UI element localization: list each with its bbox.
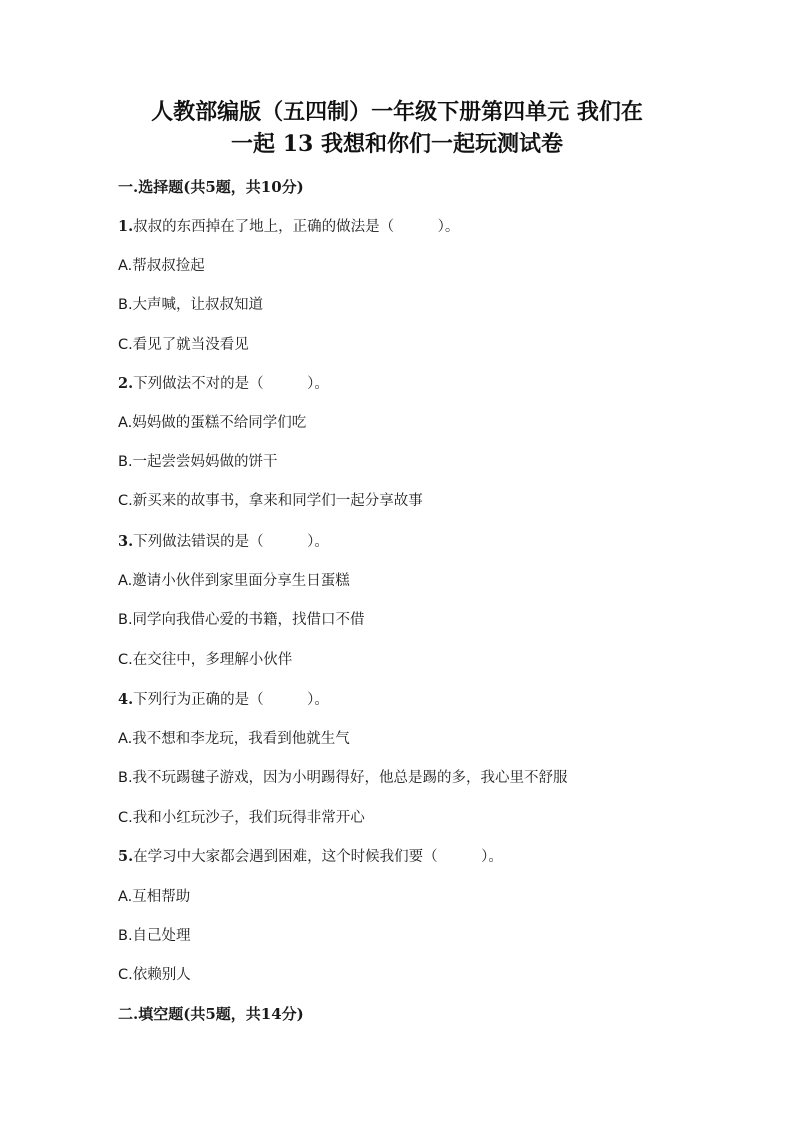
- question-1: [118, 217, 459, 237]
- question-3: [118, 532, 329, 552]
- question-number: 4.: [118, 691, 134, 708]
- question-stem: 下列做法错误的是（ ）。: [133, 534, 329, 550]
- question-stem: 叔叔的东西掉在了地上，正确的做法是（ ）。: [133, 219, 460, 235]
- question-number: 5.: [118, 848, 134, 865]
- section-heading-multiple-choice: 一.选择题(共5题，共10分): [118, 178, 304, 196]
- section-heading-fill-in-blank: 二.填空题(共5题，共14分): [118, 1005, 304, 1023]
- question-1-option-c: C.看见了就当没看见: [118, 337, 249, 353]
- question-number: 1.: [118, 218, 134, 235]
- question-3-option-c: C.在交往中，多理解小伙伴: [118, 652, 293, 668]
- question-5: [118, 847, 503, 867]
- question-1-option-b: B.大声喊，让叔叔知道: [118, 297, 264, 313]
- question-2: [118, 374, 329, 394]
- question-4-option-a: A.我不想和李龙玩，我看到他就生气: [118, 731, 350, 747]
- question-1-option-a: A.帮叔叔捡起: [118, 258, 205, 274]
- question-stem: 下列行为正确的是（ ）。: [133, 692, 329, 708]
- question-2-option-b: B.一起尝尝妈妈做的饼干: [118, 454, 278, 470]
- question-2-option-a: A.妈妈做的蛋糕不给同学们吃: [118, 415, 307, 431]
- question-stem: 在学习中大家都会遇到困难，这个时候我们要（ ）。: [133, 849, 503, 865]
- question-4: [118, 690, 329, 710]
- question-5-option-b: B.自己处理: [118, 928, 191, 944]
- page-title-line-2: 一起 13 我想和你们一起玩测试卷: [231, 131, 563, 157]
- page-title-line-1: 人教部编版（五四制）一年级下册第四单元 我们在: [151, 99, 643, 125]
- question-3-option-a: A.邀请小伙伴到家里面分享生日蛋糕: [118, 573, 350, 589]
- question-2-option-c: C.新买来的故事书，拿来和同学们一起分享故事: [118, 493, 423, 509]
- question-5-option-a: A.互相帮助: [118, 889, 191, 905]
- question-4-option-b: B.我不玩踢毽子游戏，因为小明踢得好，他总是踢的多，我心里不舒服: [118, 770, 568, 786]
- question-3-option-b: B.同学向我借心爱的书籍，找借口不借: [118, 612, 365, 628]
- question-5-option-c: C.依赖别人: [118, 967, 191, 983]
- question-number: 3.: [118, 533, 134, 550]
- question-4-option-c: C.我和小红玩沙子，我们玩得非常开心: [118, 810, 365, 826]
- question-stem: 下列做法不对的是（ ）。: [133, 376, 329, 392]
- question-number: 2.: [118, 375, 134, 392]
